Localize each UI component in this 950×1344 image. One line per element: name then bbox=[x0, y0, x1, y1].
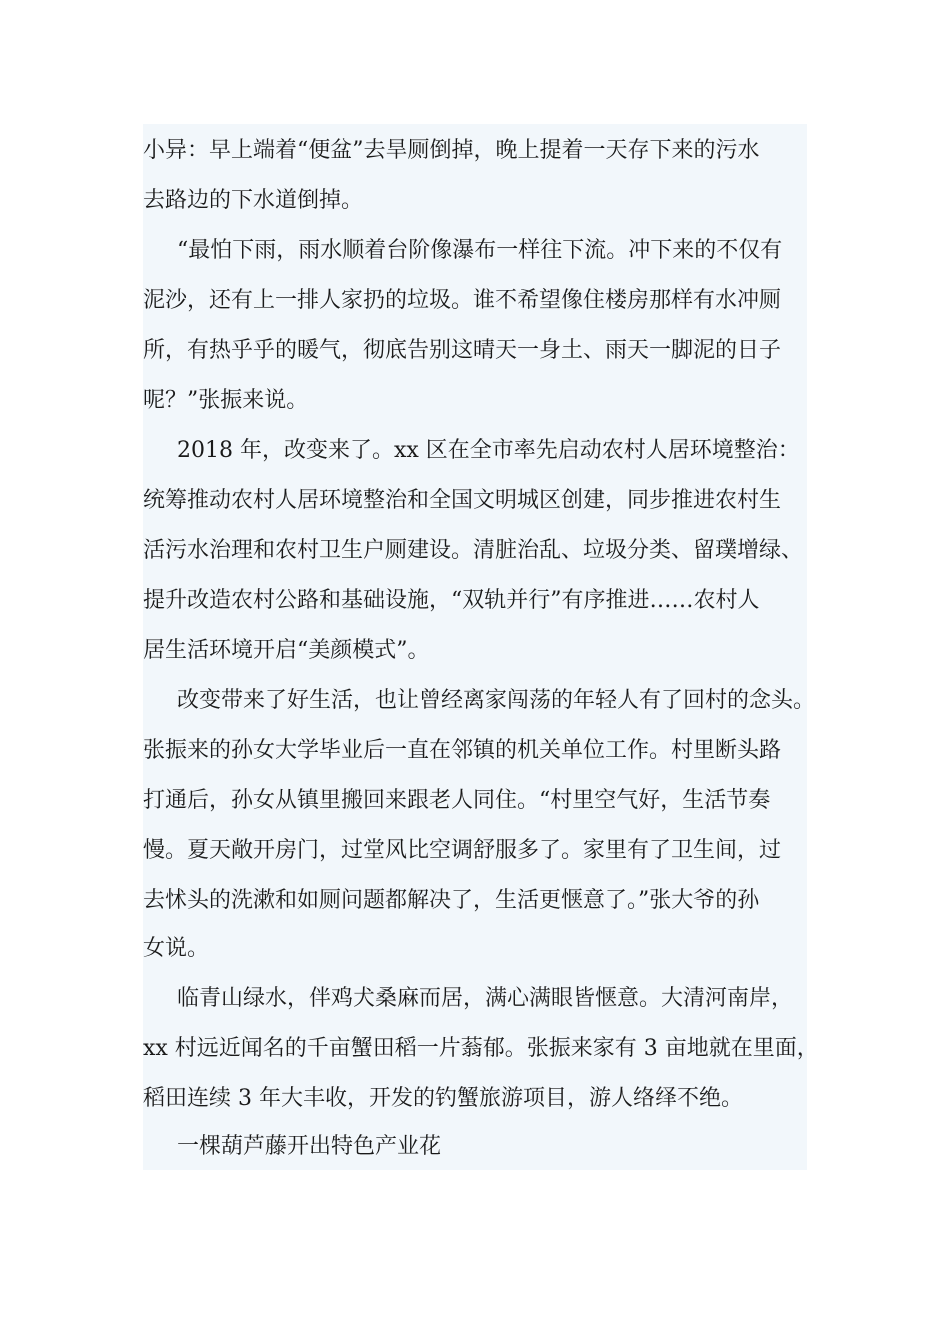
text-line: 稻田连续 3 年大丰收，开发的钓蟹旅游项目，游人络绎不绝。 bbox=[143, 1086, 743, 1111]
text-line: 慢。夏天敞开房门，过堂风比空调舒服多了。家里有了卫生间，过 bbox=[143, 838, 782, 863]
text-line: 提升改造农村公路和基础设施，“双轨并行”有序推进……农村人 bbox=[143, 588, 760, 613]
text-line: 居生活环境开启“美颜模式”。 bbox=[143, 638, 430, 663]
section-heading: 一棵葫芦藤开出特色产业花 bbox=[177, 1134, 442, 1159]
paragraph-start-line: “最怕下雨，雨水顺着台阶像瀑布一样往下流。冲下来的不仅有 bbox=[177, 238, 783, 263]
text-line: 呢？”张振来说。 bbox=[143, 388, 309, 413]
text-line: 活污水治理和农村卫生户厕建设。清脏治乱、垃圾分类、留璞增绿、 bbox=[143, 538, 804, 563]
text-line: 去路边的下水道倒掉。 bbox=[143, 188, 364, 213]
paragraph-start-line: 改变带来了好生活，也让曾经离家闯荡的年轻人有了回村的念头。 bbox=[177, 688, 816, 713]
text-line: 女说。 bbox=[143, 936, 210, 961]
text-line: 张振来的孙女大学毕业后一直在邻镇的机关单位工作。村里断头路 bbox=[143, 738, 782, 763]
text-line: xx 村远近闻名的千亩蟹田稻一片蓊郁。张振来家有 3 亩地就在里面， bbox=[143, 1036, 819, 1061]
text-line: 统筹推动农村人居环境整治和全国文明城区创建，同步推进农村生 bbox=[143, 488, 782, 513]
paragraph-start-line: 2018 年，改变来了。xx 区在全市率先启动农村人居环境整治： bbox=[177, 438, 800, 463]
paragraph-start-line: 临青山绿水，伴鸡犬桑麻而居，满心满眼皆惬意。大清河南岸， bbox=[177, 986, 794, 1011]
text-line: 小异：早上端着“便盆”去旱厕倒掉，晚上提着一天存下来的污水 bbox=[143, 138, 760, 163]
text-line: 所，有热乎乎的暖气，彻底告别这晴天一身土、雨天一脚泥的日子 bbox=[143, 338, 782, 363]
text-line: 泥沙，还有上一排人家扔的垃圾。谁不希望像住楼房那样有水冲厕 bbox=[143, 288, 782, 313]
text-line: 去怵头的洗漱和如厕问题都解决了，生活更惬意了。”张大爷的孙 bbox=[143, 888, 760, 913]
article-body bbox=[143, 124, 819, 1170]
text-line: 打通后，孙女从镇里搬回来跟老人同住。“村里空气好，生活节奏 bbox=[143, 788, 771, 813]
